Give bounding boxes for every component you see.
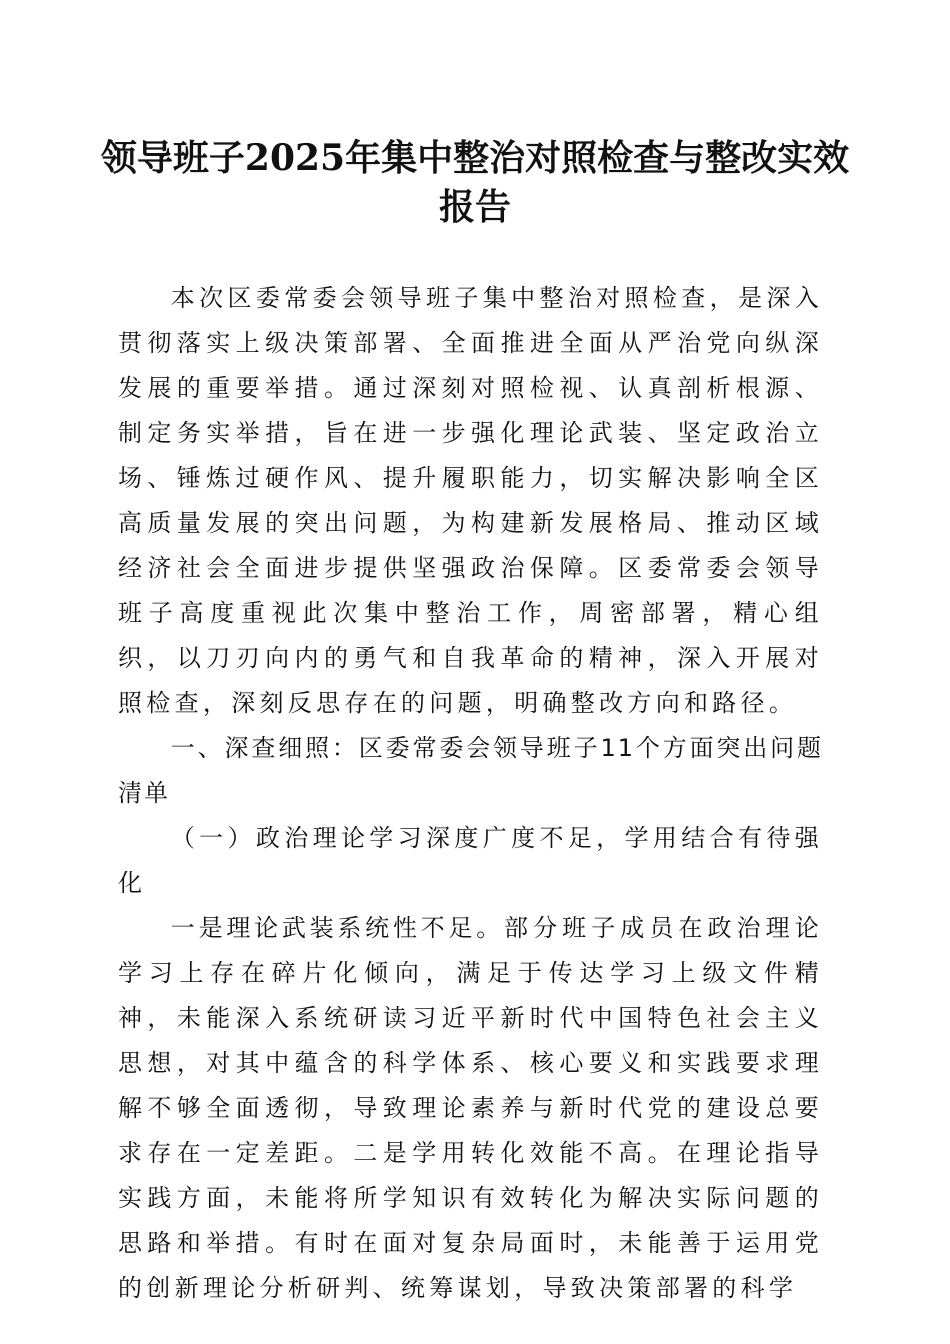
paragraph-text: 部分班子成员在政治理论学习上存在碎片化倾向，满足于传达学习上级文件精神，未能深入系统研读习近平新时代中国特色社会主义思想，对其中蕴含的科学体系、核心要义和实践要求理解不够全面透彻，导致理论素养与新时代党的建设总要求存在一定差距。二是学用转化效能不高。在理论指导实践方面，未能将所学知识有效转化为解决实际问题的思路和举措。有时在面对复杂局面时，未能善于运用党的创新理论分析研判、统筹谋划，导致决策部署的科学 [118, 914, 823, 1302]
subsection-paragraph-1 [118, 906, 823, 1311]
document-title: 领导班子2025年集中整治对照检查与整改实效报告 [100, 137, 850, 228]
intro-paragraph: 本次区委常委会领导班子集中整治对照检查，是深入贯彻落实上级决策部署、全面推进全面从严治党向纵深发展的重要举措。通过深刻对照检视、认真剖析根源、制定务实举措，旨在进一步强化理论武装、坚定政治立场、锤炼过硬作风、提升履职能力，切实解决影响全区高质量发展的突出问题，为构建新发展格局、推动区域经济社会全面进步提供坚强政治保障。区委常委会领导班子高度重视此次集中整治工作，周密部署，精心组织，以刀刃向内的勇气和自我革命的精神，深入开展对照检查，深刻反思存在的问题，明确整改方向和路径。 [118, 284, 823, 717]
subsection-heading-1: （一）政治理论学习深度广度不足，学用结合有待强化 [118, 824, 823, 897]
paragraph-lead: 一是理论武装系统性不足。 [170, 914, 505, 942]
section-heading-1: 一、深查细照：区委常委会领导班子11个方面突出问题清单 [118, 734, 823, 807]
document-body [118, 276, 823, 1311]
